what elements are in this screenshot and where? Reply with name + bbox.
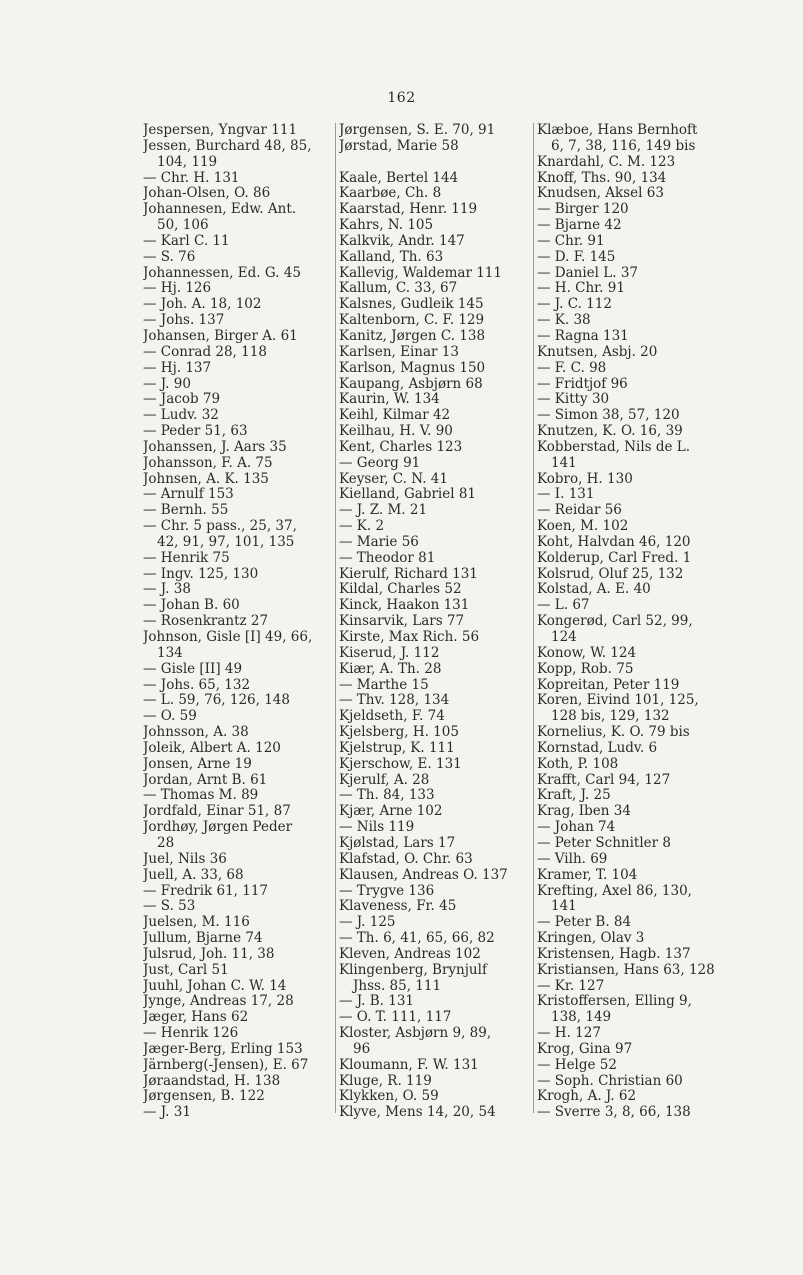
index-entry: Kierulf, Richard 131 <box>339 566 478 582</box>
index-entry: Järnberg(-Jensen), E. 67 <box>143 1057 309 1073</box>
index-entry: — Georg 91 <box>339 455 421 471</box>
index-entry: Kopp, Rob. 75 <box>537 661 634 677</box>
index-entry: — J. 125 <box>339 915 396 931</box>
index-entry: 50, 106 <box>157 218 209 234</box>
index-entry: Kristensen, Hagb. 137 <box>537 946 691 962</box>
column-divider <box>533 123 534 1113</box>
index-entry: Krefting, Axel 86, 130, <box>537 883 692 899</box>
index-entry: Kloster, Asbjørn 9, 89, <box>339 1026 492 1042</box>
index-entry: — Johs. 137 <box>143 313 225 329</box>
index-entry: Kjerulf, A. 28 <box>339 772 430 788</box>
index-entry: — F. C. 98 <box>537 360 607 376</box>
index-entry: — L. 59, 76, 126, 148 <box>143 693 290 709</box>
index-entry: Kielland, Gabriel 81 <box>339 487 477 503</box>
index-entry: — Ragna 131 <box>537 328 629 344</box>
index-entry: — J. 31 <box>143 1105 191 1121</box>
index-entry: Keyser, C. N. 41 <box>339 471 448 487</box>
index-entry: Jørgensen, S. E. 70, 91 <box>339 123 496 138</box>
index-entry: Knutzen, K. O. 16, 39 <box>537 424 683 440</box>
index-entry: Johnsen, A. K. 135 <box>143 471 269 487</box>
index-entry: — O. T. 111, 117 <box>339 1010 452 1026</box>
index-entry: — Th. 84, 133 <box>339 788 435 804</box>
index-entry: — Fredrik 61, 117 <box>143 883 269 899</box>
index-entry: — Chr. H. 131 <box>143 170 240 186</box>
index-entry: — Hj. 126 <box>143 281 212 297</box>
index-entry: Kleven, Andreas 102 <box>339 946 481 962</box>
index-entry: Jordfald, Einar 51, 87 <box>143 804 291 820</box>
index-entry: — Thv. 128, 134 <box>339 693 450 709</box>
index-entry: — Kr. 127 <box>537 978 605 994</box>
index-entry: — Hj. 137 <box>143 360 212 376</box>
index-entry: — Rosenkrantz 27 <box>143 614 269 630</box>
index-entry: — Th. 6, 41, 65, 66, 82 <box>339 931 495 947</box>
index-entry: Kjerschow, E. 131 <box>339 756 462 772</box>
index-entry: — Daniel L. 37 <box>537 265 638 281</box>
index-entry: — J. Z. M. 21 <box>339 503 428 519</box>
index-entry: Krog, Gina 97 <box>537 1041 633 1057</box>
index-entry: Keihl, Kilmar 42 <box>339 408 451 424</box>
index-entry: Karlson, Magnus 150 <box>339 360 486 376</box>
index-entry: Kinck, Haakon 131 <box>339 598 470 614</box>
index-entry: Kirste, Max Rich. 56 <box>339 630 480 645</box>
index-entry: Kaarbøe, Ch. 8 <box>339 186 442 202</box>
index-entry: — Gisle [II] 49 <box>143 661 243 677</box>
index-entry: Joleik, Albert A. 120 <box>143 740 281 756</box>
index-entry: — Vilh. 69 <box>537 851 608 867</box>
index-entry: Kolstad, A. E. 40 <box>537 582 651 598</box>
index-entry: Kjeldseth, F. 74 <box>339 709 445 725</box>
index-entry: Kallevig, Waldemar 111 <box>339 265 502 281</box>
index-entry: Johannesen, Edw. Ant. <box>143 202 297 218</box>
column-divider <box>335 123 336 1113</box>
index-entry: Koht, Halvdan 46, 120 <box>537 534 691 550</box>
index-entry: — Karl C. 11 <box>143 233 230 249</box>
index-entry: — Bjarne 42 <box>537 218 622 234</box>
index-entry: — Trygve 136 <box>339 883 435 899</box>
index-entry: Johansen, Birger A. 61 <box>143 328 298 344</box>
index-entry: Krafft, Carl 94, 127 <box>537 772 671 788</box>
index-entry: Jessen, Burchard 48, 85, <box>143 138 312 154</box>
index-entry: — Nils 119 <box>339 820 415 836</box>
index-entry: Jespersen, Yngvar 111 <box>143 123 298 138</box>
index-entry: 6, 7, 38, 116, 149 bis <box>551 138 696 154</box>
index-entry: Kringen, Olav 3 <box>537 931 645 947</box>
index-entry: — H. 127 <box>537 1026 601 1042</box>
index-entry: Kaarstad, Henr. 119 <box>339 202 478 218</box>
index-entry: Johansson, F. A. 75 <box>143 455 273 471</box>
index-entry: Jørstad, Marie 58 <box>339 138 459 154</box>
index-entry: Jhss. 85, 111 <box>353 978 442 994</box>
page-number: 162 <box>387 90 416 106</box>
index-entry: Jonsen, Arne 19 <box>143 756 252 772</box>
index-entry: Johanssen, J. Aars 35 <box>143 439 287 455</box>
index-entry: — Henrik 126 <box>143 1026 239 1042</box>
index-entry: — Johs. 65, 132 <box>143 677 251 693</box>
index-entry: Kjelstrup, K. 111 <box>339 740 455 756</box>
index-entry: — Reidar 56 <box>537 503 622 519</box>
index-entry: — Jacob 79 <box>143 392 221 408</box>
index-entry: — Sverre 3, 8, 66, 138 <box>537 1105 691 1121</box>
index-entry: Keilhau, H. V. 90 <box>339 424 453 440</box>
index-columns <box>140 123 740 1123</box>
index-entry: — J. B. 131 <box>339 994 415 1010</box>
index-entry: Kalsnes, Gudleik 145 <box>339 297 484 313</box>
index-entry: Kornelius, K. O. 79 bis <box>537 725 690 741</box>
index-entry: Krogh, A. J. 62 <box>537 1089 637 1105</box>
index-entry: Klaveness, Fr. 45 <box>339 899 457 915</box>
index-column-2 <box>339 123 529 1123</box>
index-entry: 104, 119 <box>157 154 218 170</box>
index-entry: — Marie 56 <box>339 534 419 550</box>
index-entry: — Simon 38, 57, 120 <box>537 408 680 424</box>
index-entry: — J. 38 <box>143 582 191 598</box>
index-entry: Julsrud, Joh. 11, 38 <box>143 946 275 962</box>
index-entry: 141 <box>551 455 577 471</box>
index-entry: Kjølstad, Lars 17 <box>339 835 456 851</box>
index-entry: Kahrs, N. 105 <box>339 218 434 234</box>
index-entry: Koth, P. 108 <box>537 756 619 772</box>
index-entry: 134 <box>157 645 183 661</box>
index-entry: Kjelsberg, H. 105 <box>339 725 459 741</box>
index-entry: Klausen, Andreas O. 137 <box>339 867 508 883</box>
index-entry: Juuhl, Johan C. W. 14 <box>143 978 287 994</box>
index-entry: Klingenberg, Brynjulf <box>339 962 487 978</box>
index-entry: — I. 131 <box>537 487 595 503</box>
index-entry: — Marthe 15 <box>339 677 429 693</box>
index-entry: Johannessen, Ed. G. 45 <box>143 265 301 281</box>
index-entry: — S. 76 <box>143 249 196 265</box>
index-entry: Kent, Charles 123 <box>339 439 463 455</box>
index-entry: Kolsrud, Oluf 25, 132 <box>537 566 684 582</box>
index-entry: Konow, W. 124 <box>537 645 637 661</box>
index-entry: 128 bis, 129, 132 <box>551 709 670 725</box>
index-entry: Jordan, Arnt B. 61 <box>143 772 268 788</box>
index-entry: — Soph. Christian 60 <box>537 1073 683 1089</box>
index-entry: Kristoffersen, Elling 9, <box>537 994 692 1010</box>
index-entry: Kaurin, W. 134 <box>339 392 440 408</box>
index-entry: Kobro, H. 130 <box>537 471 633 487</box>
index-entry: — O. 59 <box>143 709 197 725</box>
index-entry: Jullum, Bjarne 74 <box>143 931 263 947</box>
index-entry: — Ludv. 32 <box>143 408 219 424</box>
index-entry: — Peter B. 84 <box>537 915 632 931</box>
index-entry: Kiær, A. Th. 28 <box>339 661 442 677</box>
index-entry: 96 <box>353 1041 371 1057</box>
index-entry: Juelsen, M. 116 <box>143 915 250 931</box>
index-gap <box>339 155 529 171</box>
index-entry: Kallum, C. 33, 67 <box>339 281 458 297</box>
index-entry: 141 <box>551 899 577 915</box>
index-entry: Krag, Iben 34 <box>537 804 631 820</box>
index-entry: Jæger-Berg, Erling 153 <box>143 1041 303 1057</box>
index-entry: Kornstad, Ludv. 6 <box>537 740 658 756</box>
index-entry: Kildal, Charles 52 <box>339 582 462 598</box>
index-entry: Kinsarvik, Lars 77 <box>339 614 465 630</box>
index-entry: Jynge, Andreas 17, 28 <box>143 994 294 1010</box>
index-entry: — Thomas M. 89 <box>143 788 259 804</box>
index-entry: Kloumann, F. W. 131 <box>339 1057 479 1073</box>
index-entry: Knardahl, C. M. 123 <box>537 154 676 170</box>
index-entry: 138, 149 <box>551 1010 612 1026</box>
index-entry: Kraft, J. 25 <box>537 788 611 804</box>
index-entry: Jøraandstad, H. 138 <box>143 1073 281 1089</box>
index-entry: Kjær, Arne 102 <box>339 804 443 820</box>
index-entry: Klykken, O. 59 <box>339 1089 439 1105</box>
index-entry: Kolderup, Carl Fred. 1 <box>537 550 692 566</box>
index-entry: — Henrik 75 <box>143 550 230 566</box>
index-entry: Johnsson, A. 38 <box>143 725 249 741</box>
index-entry: Knutsen, Asbj. 20 <box>537 344 658 360</box>
index-entry: Kalkvik, Andr. 147 <box>339 233 465 249</box>
index-entry: Knudsen, Aksel 63 <box>537 186 664 202</box>
index-entry: Klæboe, Hans Bernhoft <box>537 123 698 138</box>
index-entry: — S. 53 <box>143 899 196 915</box>
index-entry: — Chr. 91 <box>537 233 605 249</box>
index-entry: 28 <box>157 835 175 851</box>
index-entry: — Peter Schnitler 8 <box>537 835 671 851</box>
index-entry: — L. 67 <box>537 598 590 614</box>
index-entry: — Kitty 30 <box>537 392 610 408</box>
index-entry: Kaltenborn, C. F. 129 <box>339 313 485 329</box>
index-entry: Kramer, T. 104 <box>537 867 638 883</box>
index-entry: Jordhøy, Jørgen Peder <box>143 820 293 836</box>
index-entry: Kongerød, Carl 52, 99, <box>537 614 693 630</box>
index-entry: 124 <box>551 630 577 645</box>
index-entry: Just, Carl 51 <box>143 962 229 978</box>
index-entry: Johnson, Gisle [I] 49, 66, <box>143 630 313 645</box>
index-entry: Kaale, Bertel 144 <box>339 170 459 186</box>
index-column-3 <box>537 123 734 1123</box>
index-entry: — Helge 52 <box>537 1057 617 1073</box>
index-entry: Kaupang, Asbjørn 68 <box>339 376 483 392</box>
index-entry: — Arnulf 153 <box>143 487 234 503</box>
index-entry: — Birger 120 <box>537 202 629 218</box>
index-entry: Kanitz, Jørgen C. 138 <box>339 328 486 344</box>
index-entry: Kristiansen, Hans 63, 128 <box>537 962 715 978</box>
index-entry: Klyve, Mens 14, 20, 54 <box>339 1105 496 1121</box>
index-entry: Jæger, Hans 62 <box>143 1010 249 1026</box>
index-entry: — Joh. A. 18, 102 <box>143 297 262 313</box>
index-entry: — Fridtjof 96 <box>537 376 628 392</box>
index-entry: Kobberstad, Nils de L. <box>537 439 691 455</box>
index-entry: Juel, Nils 36 <box>143 851 227 867</box>
index-entry: Koren, Eivind 101, 125, <box>537 693 699 709</box>
index-entry: Kopreitan, Peter 119 <box>537 677 680 693</box>
index-entry: — K. 38 <box>537 313 591 329</box>
index-entry: — Bernh. 55 <box>143 503 229 519</box>
index-entry: Kluge, R. 119 <box>339 1073 432 1089</box>
index-entry: Johan-Olsen, O. 86 <box>143 186 271 202</box>
index-entry: Juell, A. 33, 68 <box>143 867 244 883</box>
index-entry: Karlsen, Einar 13 <box>339 344 459 360</box>
index-entry: Kiserud, J. 112 <box>339 645 440 661</box>
index-entry: — Johan B. 60 <box>143 598 240 614</box>
index-entry: Koen, M. 102 <box>537 519 629 535</box>
index-entry: — Conrad 28, 118 <box>143 344 267 360</box>
index-entry: Kalland, Th. 63 <box>339 249 444 265</box>
index-entry: — Peder 51, 63 <box>143 424 248 440</box>
index-entry: Knoff, Ths. 90, 134 <box>537 170 667 186</box>
index-entry: Klafstad, O. Chr. 63 <box>339 851 473 867</box>
index-entry: Jørgensen, B. 122 <box>143 1089 265 1105</box>
index-column-1 <box>143 123 333 1123</box>
index-entry: — Johan 74 <box>537 820 616 836</box>
index-entry: — J. C. 112 <box>537 297 612 313</box>
index-entry: — D. F. 145 <box>537 249 616 265</box>
index-entry: 42, 91, 97, 101, 135 <box>157 534 295 550</box>
index-entry: — K. 2 <box>339 519 385 535</box>
index-entry: — H. Chr. 91 <box>537 281 625 297</box>
index-entry: — Ingv. 125, 130 <box>143 566 259 582</box>
index-entry: — Theodor 81 <box>339 550 436 566</box>
index-entry: — Chr. 5 pass., 25, 37, <box>143 519 297 535</box>
index-entry: — J. 90 <box>143 376 191 392</box>
